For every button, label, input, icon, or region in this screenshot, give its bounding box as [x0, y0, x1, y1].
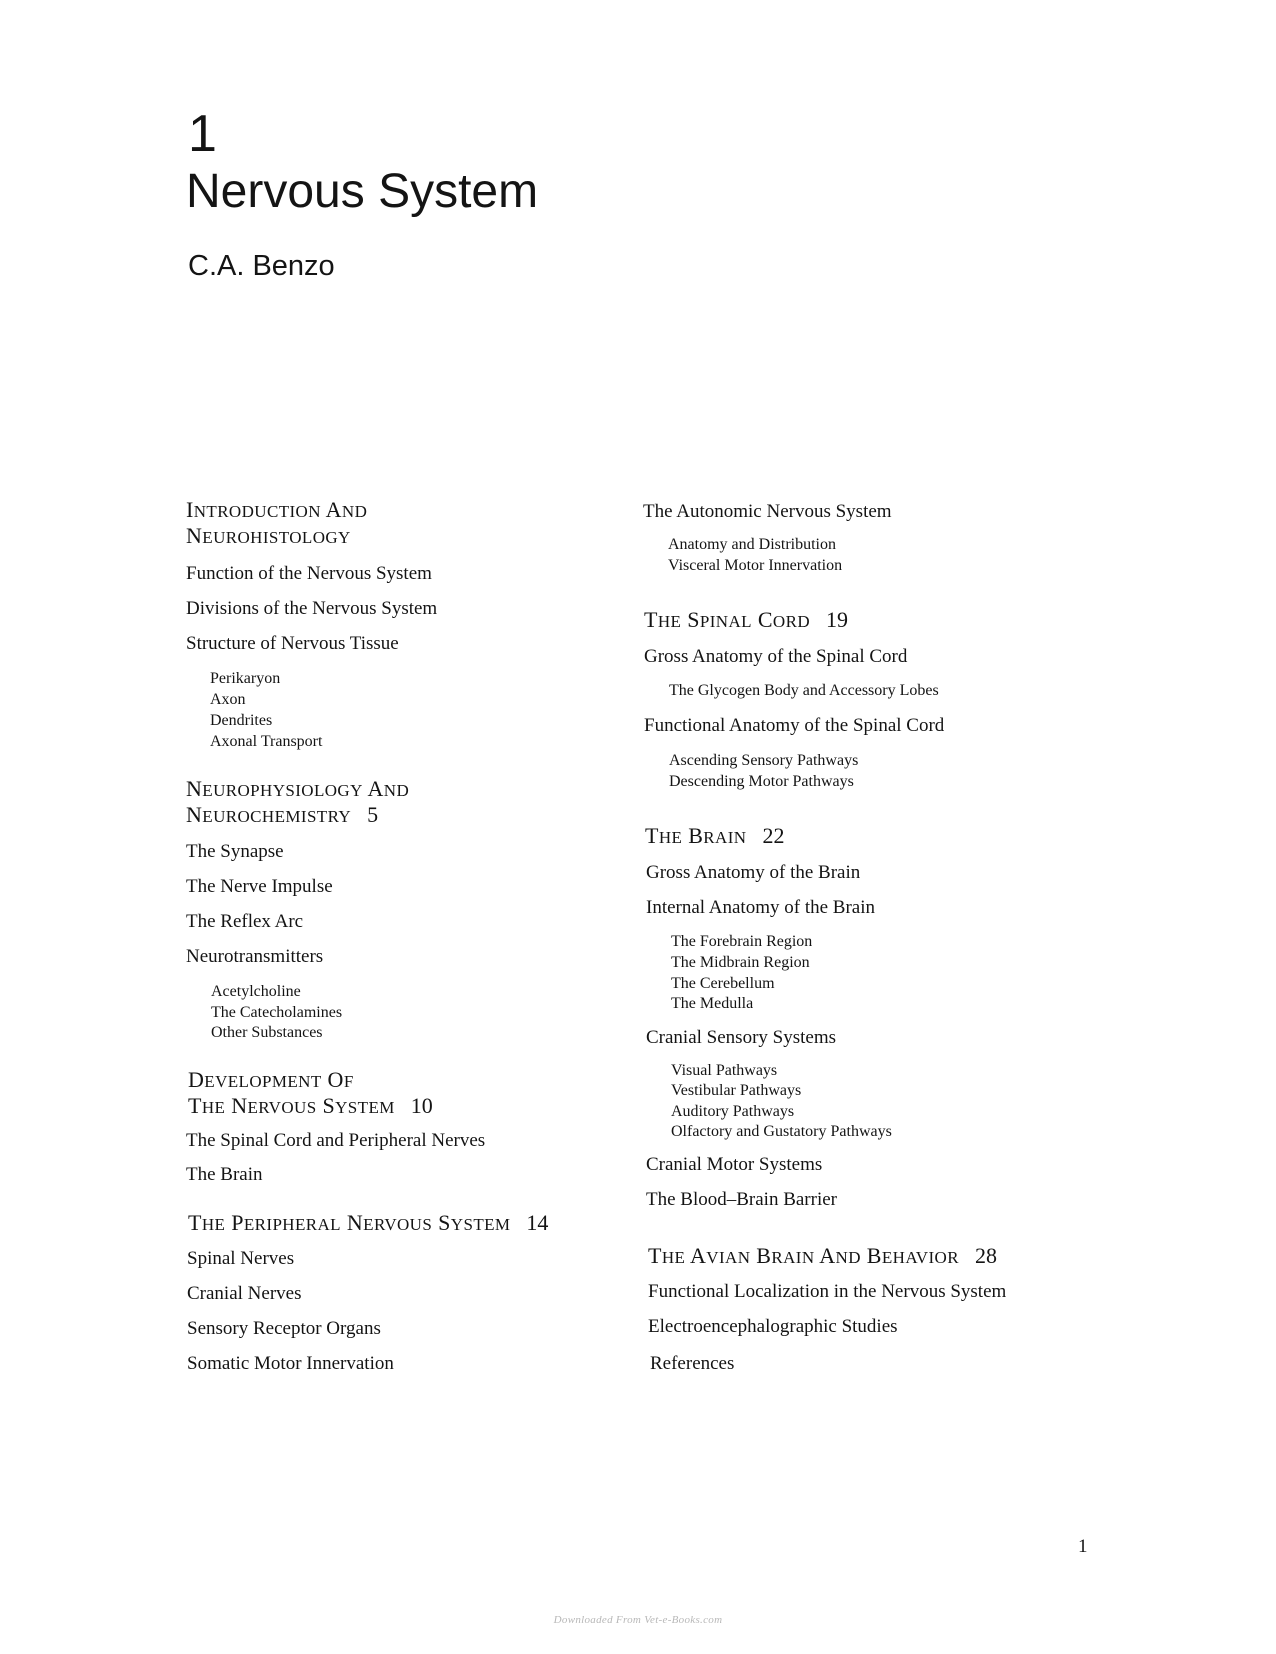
toc-item: Somatic Motor Innervation — [187, 1353, 394, 1374]
heading-text: NEUROPHYSIOLOGY AND — [186, 776, 410, 801]
section-page-number: 22 — [762, 823, 785, 848]
toc-item: Gross Anatomy of the Spinal Cord — [644, 646, 908, 667]
peripheral-heading — [188, 1209, 548, 1239]
spinal-cord-heading — [644, 606, 848, 636]
toc-item: The Spinal Cord and Peripheral Nerves — [186, 1130, 486, 1151]
heading-text: THE NERVOUS SYSTEM — [188, 1093, 395, 1118]
toc-subitem: The Medulla — [671, 995, 754, 1012]
toc-item: Functional Anatomy of the Spinal Cord — [644, 715, 945, 736]
author-name: C.A. Benzo — [188, 250, 335, 282]
toc-subitem: Acetylcholine — [211, 983, 301, 1000]
section-page-number: 14 — [526, 1210, 549, 1235]
heading-text: NEUROCHEMISTRY — [186, 802, 352, 827]
toc-item: Gross Anatomy of the Brain — [646, 862, 861, 883]
toc-item: Spinal Nerves — [187, 1248, 295, 1269]
section-page-number: 10 — [410, 1093, 433, 1118]
section-page-number: 28 — [974, 1243, 997, 1268]
toc-subitem: Vestibular Pathways — [671, 1082, 802, 1099]
toc-subitem: Auditory Pathways — [671, 1103, 795, 1120]
heading-text: THE SPINAL CORD — [644, 607, 810, 632]
toc-item: The Autonomic Nervous System — [643, 501, 892, 522]
toc-item: Cranial Motor Systems — [646, 1154, 823, 1175]
brain-heading — [645, 822, 784, 852]
intro-heading-line2 — [186, 522, 351, 552]
toc-item: Electroencephalographic Studies — [648, 1316, 898, 1337]
toc-item: Internal Anatomy of the Brain — [646, 897, 875, 918]
toc-item: Functional Localization in the Nervous System — [648, 1281, 1007, 1302]
toc-subitem: Dendrites — [210, 712, 273, 729]
toc-subitem: Visual Pathways — [671, 1062, 778, 1079]
development-heading-line2 — [188, 1092, 433, 1122]
toc-item: Neurotransmitters — [186, 946, 324, 967]
chapter-number: 1 — [188, 105, 217, 163]
toc-subitem: Axon — [210, 691, 246, 708]
chapter-title: Nervous System — [186, 165, 539, 218]
toc-subitem: Perikaryon — [210, 670, 281, 687]
toc-item: Function of the Nervous System — [186, 563, 432, 584]
avian-brain-heading — [648, 1242, 997, 1272]
heading-text: INTRODUCTION AND — [186, 497, 368, 522]
toc-item: Cranial Nerves — [187, 1283, 302, 1304]
toc-item: The Blood–Brain Barrier — [646, 1189, 838, 1210]
toc-item: The Nerve Impulse — [186, 876, 333, 897]
toc-item: Sensory Receptor Organs — [187, 1318, 381, 1339]
toc-item: Structure of Nervous Tissue — [186, 633, 399, 654]
toc-subitem: The Cerebellum — [671, 975, 775, 992]
toc-subitem: Descending Motor Pathways — [669, 773, 854, 790]
toc-subitem: Other Substances — [211, 1024, 323, 1041]
section-page-number: 19 — [826, 607, 848, 632]
toc-subitem: Axonal Transport — [210, 733, 323, 750]
toc-item: References — [650, 1353, 735, 1374]
toc-subitem: The Catecholamines — [211, 1004, 343, 1021]
toc-subitem: The Forebrain Region — [671, 933, 813, 950]
toc-subitem: The Glycogen Body and Accessory Lobes — [669, 682, 939, 699]
toc-subitem: Ascending Sensory Pathways — [669, 752, 859, 769]
toc-item: The Synapse — [186, 841, 284, 862]
toc-subitem: Visceral Motor Innervation — [668, 557, 843, 574]
heading-text: THE PERIPHERAL NERVOUS SYSTEM — [188, 1210, 511, 1235]
toc-subitem: Olfactory and Gustatory Pathways — [671, 1123, 892, 1140]
neurophys-heading-line2 — [186, 801, 378, 831]
section-page-number: 5 — [367, 802, 379, 827]
toc-item: Divisions of the Nervous System — [186, 598, 438, 619]
heading-text: NEUROHISTOLOGY — [186, 523, 351, 548]
page-number: 1 — [1078, 1536, 1088, 1557]
download-watermark: Downloaded From Vet-e-Books.com — [553, 1614, 723, 1626]
toc-item: Cranial Sensory Systems — [646, 1027, 836, 1048]
toc-item: The Reflex Arc — [186, 911, 304, 932]
heading-text: DEVELOPMENT OF — [188, 1067, 354, 1092]
heading-text: THE BRAIN — [645, 823, 747, 848]
toc-item: The Brain — [186, 1164, 263, 1185]
toc-subitem: The Midbrain Region — [671, 954, 810, 971]
toc-subitem: Anatomy and Distribution — [668, 536, 836, 553]
heading-text: THE AVIAN BRAIN AND BEHAVIOR — [648, 1243, 959, 1268]
